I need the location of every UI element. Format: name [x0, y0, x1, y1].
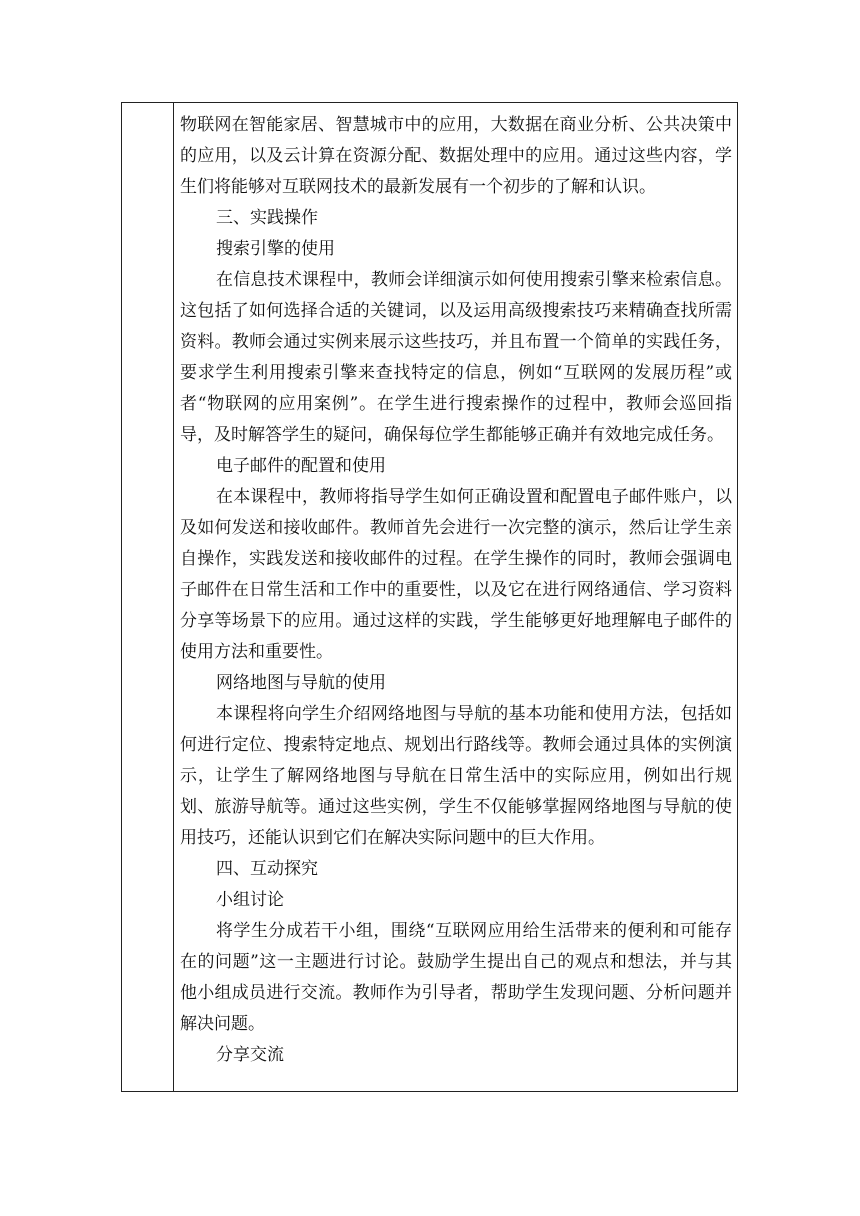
- subheading-search-engine: 搜索引擎的使用: [216, 239, 335, 259]
- paragraph-email: 在本课程中，教师将指导学生如何正确设置和配置电子邮件账户，以及如何发送和接收邮件。教师首先会进行一次完整的演示，然后让学生亲自操作，实践发送和接收邮件的过程。在学生操作的同时，教师会强调电子邮件在日常生活和工作中的重要性，以及它在进行网络通信、学习资料分享等场景下的应用。通过这样的实践，学生能够更好地理解电子邮件的使用方法和重要性。: [180, 487, 732, 662]
- subheading-web-map: 网络地图与导航的使用: [216, 673, 386, 693]
- paragraph-group-discussion: 将学生分成若干小组，围绕“互联网应用给生活带来的便利和可能存在的问题”这一主题进行讨论。鼓励学生提出自己的观点和想法，并与其他小组成员进行交流。教师作为引导者，帮助学生发现问题、分析问题并解决问题。: [180, 921, 732, 1034]
- subheading-sharing: 分享交流: [216, 1045, 284, 1065]
- lesson-content-cell: [180, 110, 732, 1071]
- paragraph-search-engine: 在信息技术课程中，教师会详细演示如何使用搜索引擎来检索信息。这包括了如何选择合适的关键词，以及运用高级搜索技巧来精确查找所需资料。教师会通过实例来展示这些技巧，并且布置一个简单的实践任务，要求学生利用搜索引擎来查找特定的信息，例如“互联网的发展历程”或者“物联网的应用案例”。在学生进行搜索操作的过程中，教师会巡回指导，及时解答学生的疑问，确保每位学生都能够正确并有效地完成任务。: [180, 270, 732, 445]
- subheading-group-discussion: 小组讨论: [216, 890, 284, 910]
- paragraph-iot-applications: 物联网在智能家居、智慧城市中的应用，大数据在商业分析、公共决策中的应用，以及云计算在资源分配、数据处理中的应用。通过这些内容，学生们将能够对互联网技术的最新发展有一个初步的了解和认识。: [180, 115, 732, 197]
- table-column-divider: [173, 102, 174, 1092]
- section-heading-interactive: 四、互动探究: [216, 859, 318, 879]
- paragraph-web-map: 本课程将向学生介绍网络地图与导航的基本功能和使用方法，包括如何进行定位、搜索特定地点、规划出行路线等。教师会通过具体的实例演示，让学生了解网络地图与导航在日常生活中的实际应用，例如出行规划、旅游导航等。通过这些实例，学生不仅能够掌握网络地图与导航的使用技巧，还能认识到它们在解决实际问题中的巨大作用。: [180, 704, 732, 848]
- subheading-email: 电子邮件的配置和使用: [216, 456, 386, 476]
- section-heading-practice: 三、实践操作: [216, 208, 318, 228]
